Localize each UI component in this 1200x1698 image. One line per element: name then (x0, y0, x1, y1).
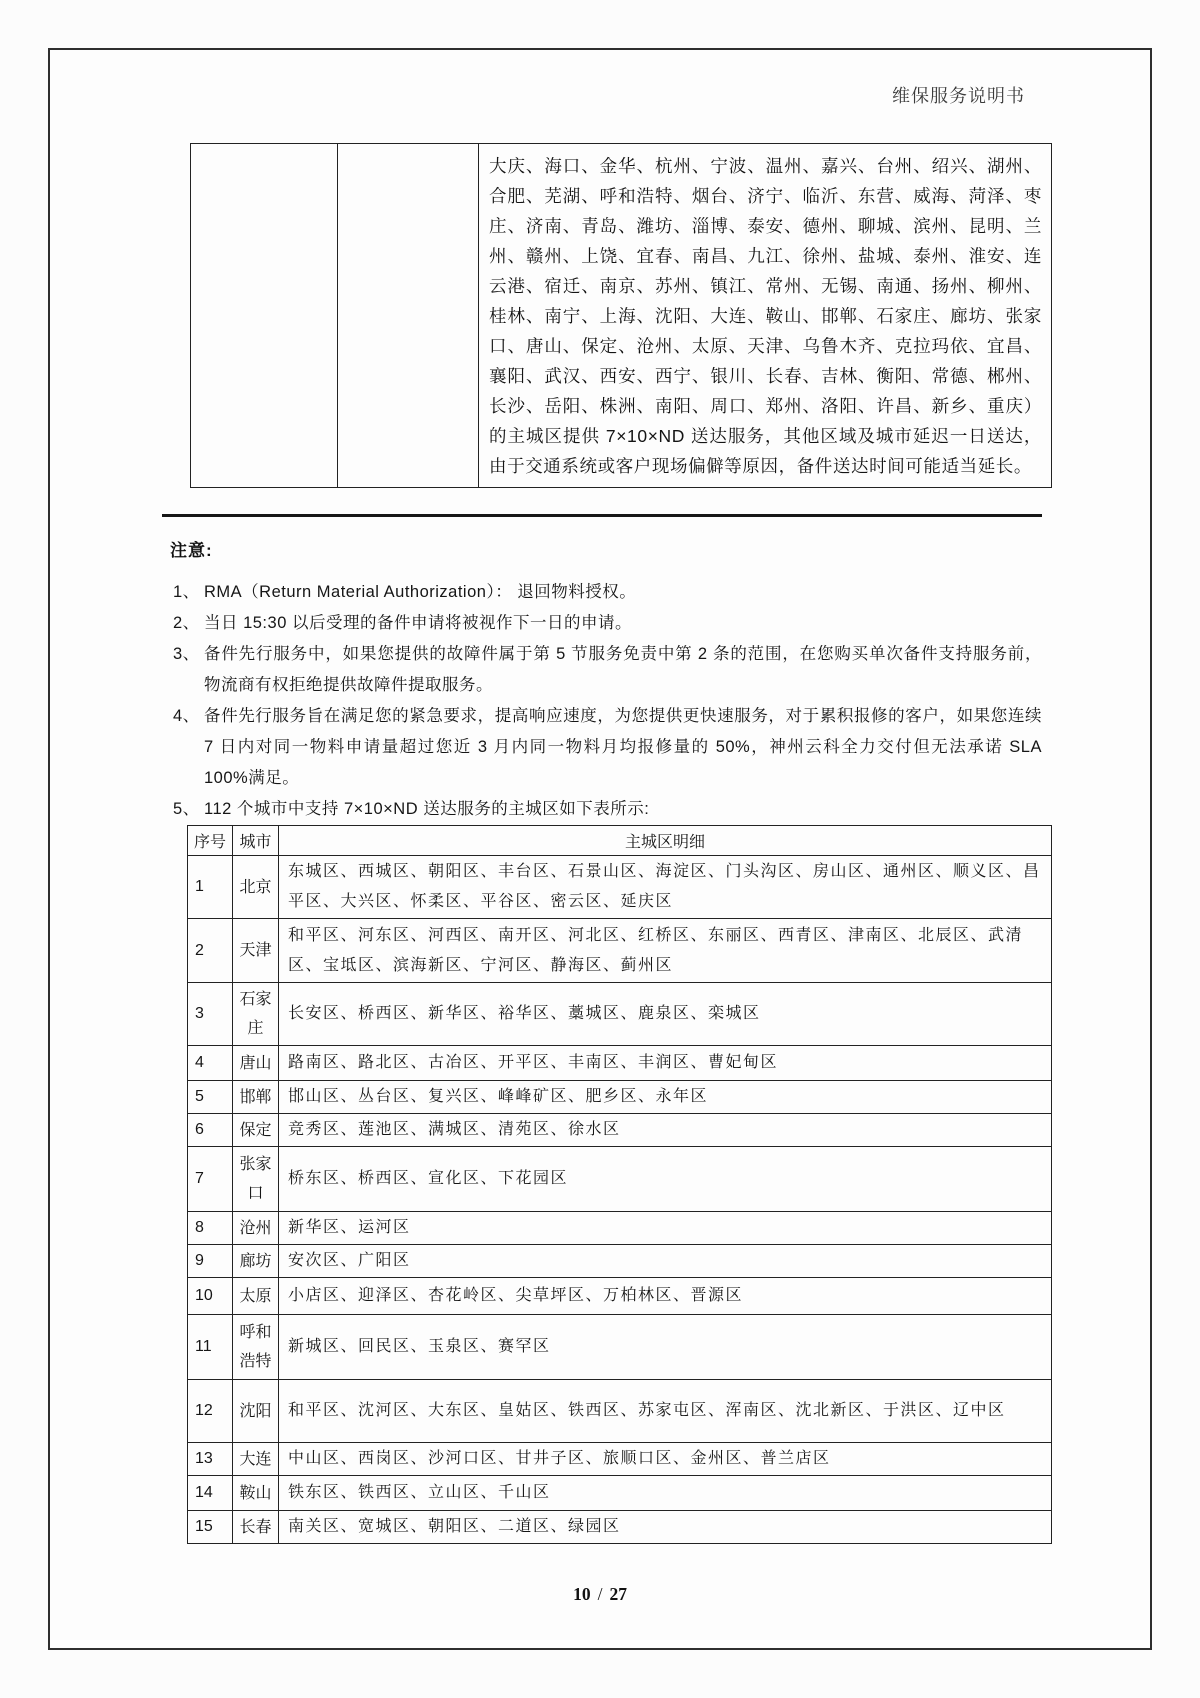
districts-cell: 路南区、路北区、古冶区、开平区、丰南区、丰润区、曹妃甸区 (279, 1046, 1052, 1081)
item-text: 备件先行服务旨在满足您的紧急要求，提高响应速度，为您提供更快速服务，对于累积报修的客户，如果您连续 7 日内对同一物料申请量超过您近 3 月内同一物料月均报修量的 50%，神州云科全力交付但无法承诺 SLA 100%满足。 (204, 707, 1042, 787)
seq-cell: 14 (188, 1476, 233, 1511)
table-row (188, 1511, 1052, 1544)
page-footer (0, 1584, 1200, 1605)
districts-cell: 和平区、沈河区、大东区、皇姑区、铁西区、苏家屯区、浑南区、沈北新区、于洪区、辽中区 (279, 1380, 1052, 1443)
seq-cell: 3 (188, 983, 233, 1046)
districts-cell: 南关区、宽城区、朝阳区、二道区、绿园区 (279, 1511, 1052, 1544)
table-row (188, 1114, 1052, 1147)
city-cell: 北京 (233, 856, 279, 919)
table-row (188, 1081, 1052, 1114)
districts-cell: 中山区、西岗区、沙河口区、甘井子区、旅顺口区、金州区、普兰店区 (279, 1443, 1052, 1476)
item-text: RMA（Return Material Authorization）： 退回物料授权。 (204, 583, 637, 601)
header-districts: 主城区明细 (279, 826, 1052, 856)
city-cell: 张家口 (233, 1147, 279, 1212)
districts-cell: 铁东区、铁西区、立山区、千山区 (279, 1476, 1052, 1511)
page-total: 27 (609, 1584, 627, 1604)
seq-cell: 4 (188, 1046, 233, 1081)
notice-heading: 注意: (170, 541, 213, 560)
table-row (188, 919, 1052, 983)
delivery-cities-cell: 大庆、海口、金华、杭州、宁波、温州、嘉兴、台州、绍兴、湖州、合肥、芜湖、呼和浩特、烟台、济宁、临沂、东营、威海、菏泽、枣庄、济南、青岛、潍坊、淄博、泰安、德州、聊城、滨州、昆明、兰州、赣州、上饶、宜春、南昌、九江、徐州、盐城、泰州、淮安、连云港、宿迁、南京、苏州、镇江、常州、无锡、南通、扬州、柳州、桂林、南宁、上海、沈阳、大连、鞍山、邯郸、石家庄、廊坊、张家口、唐山、保定、沧州、太原、天津、乌鲁木齐、克拉玛依、宜昌、襄阳、武汉、西安、西宁、银川、长春、吉林、衡阳、常德、郴州、长沙、岳阳、株洲、南阳、周口、郑州、洛阳、许昌、新乡、重庆）的主城区提供 7×10×ND 送达服务，其他区域及城市延迟一日送达，由于交通系统或客户现场偏僻等原因，备件送达时间可能适当延长。 (479, 144, 1052, 488)
table-row (188, 983, 1052, 1046)
city-cell: 廊坊 (233, 1245, 279, 1278)
seq-cell: 11 (188, 1315, 233, 1380)
seq-cell: 13 (188, 1443, 233, 1476)
seq-cell: 15 (188, 1511, 233, 1544)
document-header-title: 维保服务说明书 (892, 86, 1025, 106)
districts-cell: 竞秀区、莲池区、满城区、清苑区、徐水区 (279, 1114, 1052, 1147)
city-cell: 鞍山 (233, 1476, 279, 1511)
seq-cell: 12 (188, 1380, 233, 1443)
table-row (188, 1046, 1052, 1081)
districts-cell: 新城区、回民区、玉泉区、赛罕区 (279, 1315, 1052, 1380)
seq-cell: 9 (188, 1245, 233, 1278)
districts-cell: 安次区、广阳区 (279, 1245, 1052, 1278)
notice-item (173, 794, 1042, 825)
seq-cell: 5 (188, 1081, 233, 1114)
districts-cell: 小店区、迎泽区、杏花岭区、尖草坪区、万柏林区、晋源区 (279, 1278, 1052, 1315)
districts-cell: 桥东区、桥西区、宣化区、下花园区 (279, 1147, 1052, 1212)
city-cell: 石家庄 (233, 983, 279, 1046)
table-row (188, 1315, 1052, 1380)
notice-item (173, 577, 1042, 608)
table-row (188, 1476, 1052, 1511)
city-cell: 长春 (233, 1511, 279, 1544)
city-cell: 保定 (233, 1114, 279, 1147)
districts-cell: 东城区、西城区、朝阳区、丰台区、石景山区、海淀区、门头沟区、房山区、通州区、顺义区、昌平区、大兴区、怀柔区、平谷区、密云区、延庆区 (279, 856, 1052, 919)
table-row (188, 1212, 1052, 1245)
city-cell: 沈阳 (233, 1380, 279, 1443)
city-districts-table (187, 825, 1052, 1544)
notice-list (173, 577, 1042, 825)
seq-cell: 8 (188, 1212, 233, 1245)
empty-cell-2 (338, 144, 479, 488)
section-divider-rule (162, 514, 1042, 517)
districts-cell: 新华区、运河区 (279, 1212, 1052, 1245)
item-text: 备件先行服务中，如果您提供的故障件属于第 5 节服务免责中第 2 条的范围，在您购买单次备件支持服务前，物流商有权拒绝提供故障件提取服务。 (204, 645, 1042, 694)
city-cell: 沧州 (233, 1212, 279, 1245)
city-cell: 呼和浩特 (233, 1315, 279, 1380)
notice-item (173, 701, 1042, 794)
page-number: 10 (573, 1584, 591, 1604)
city-cell: 天津 (233, 919, 279, 983)
header-seq: 序号 (188, 826, 233, 856)
notice-item (173, 608, 1042, 639)
seq-cell: 7 (188, 1147, 233, 1212)
city-cell: 太原 (233, 1278, 279, 1315)
table-row (188, 1147, 1052, 1212)
seq-cell: 10 (188, 1278, 233, 1315)
districts-cell: 长安区、桥西区、新华区、裕华区、藁城区、鹿泉区、栾城区 (279, 983, 1052, 1046)
header-city: 城市 (233, 826, 279, 856)
table-header-row (188, 826, 1052, 856)
item-number: 1、 (173, 583, 200, 601)
districts-cell: 和平区、河东区、河西区、南开区、河北区、红桥区、东丽区、西青区、津南区、北辰区、武清区、宝坻区、滨海新区、宁河区、静海区、蓟州区 (279, 919, 1052, 983)
seq-cell: 1 (188, 856, 233, 919)
seq-cell: 6 (188, 1114, 233, 1147)
table-row (188, 1380, 1052, 1443)
item-text: 当日 15:30 以后受理的备件申请将被视作下一日的申请。 (204, 614, 632, 632)
city-cell: 唐山 (233, 1046, 279, 1081)
item-number: 5、 (173, 800, 200, 818)
seq-cell: 2 (188, 919, 233, 983)
page-separator: / (597, 1584, 603, 1604)
city-cell: 邯郸 (233, 1081, 279, 1114)
empty-cell-1 (191, 144, 338, 488)
city-cell: 大连 (233, 1443, 279, 1476)
table-row (188, 1245, 1052, 1278)
item-number: 3、 (173, 645, 200, 663)
districts-cell: 邯山区、丛台区、复兴区、峰峰矿区、肥乡区、永年区 (279, 1081, 1052, 1114)
table-row (191, 144, 1052, 488)
table-row (188, 856, 1052, 919)
spare-parts-delivery-table (190, 143, 1052, 488)
table-row (188, 1278, 1052, 1315)
item-text: 112 个城市中支持 7×10×ND 送达服务的主城区如下表所示: (204, 800, 650, 818)
notice-item (173, 639, 1042, 701)
item-number: 4、 (173, 707, 200, 725)
item-number: 2、 (173, 614, 200, 632)
table-row (188, 1443, 1052, 1476)
